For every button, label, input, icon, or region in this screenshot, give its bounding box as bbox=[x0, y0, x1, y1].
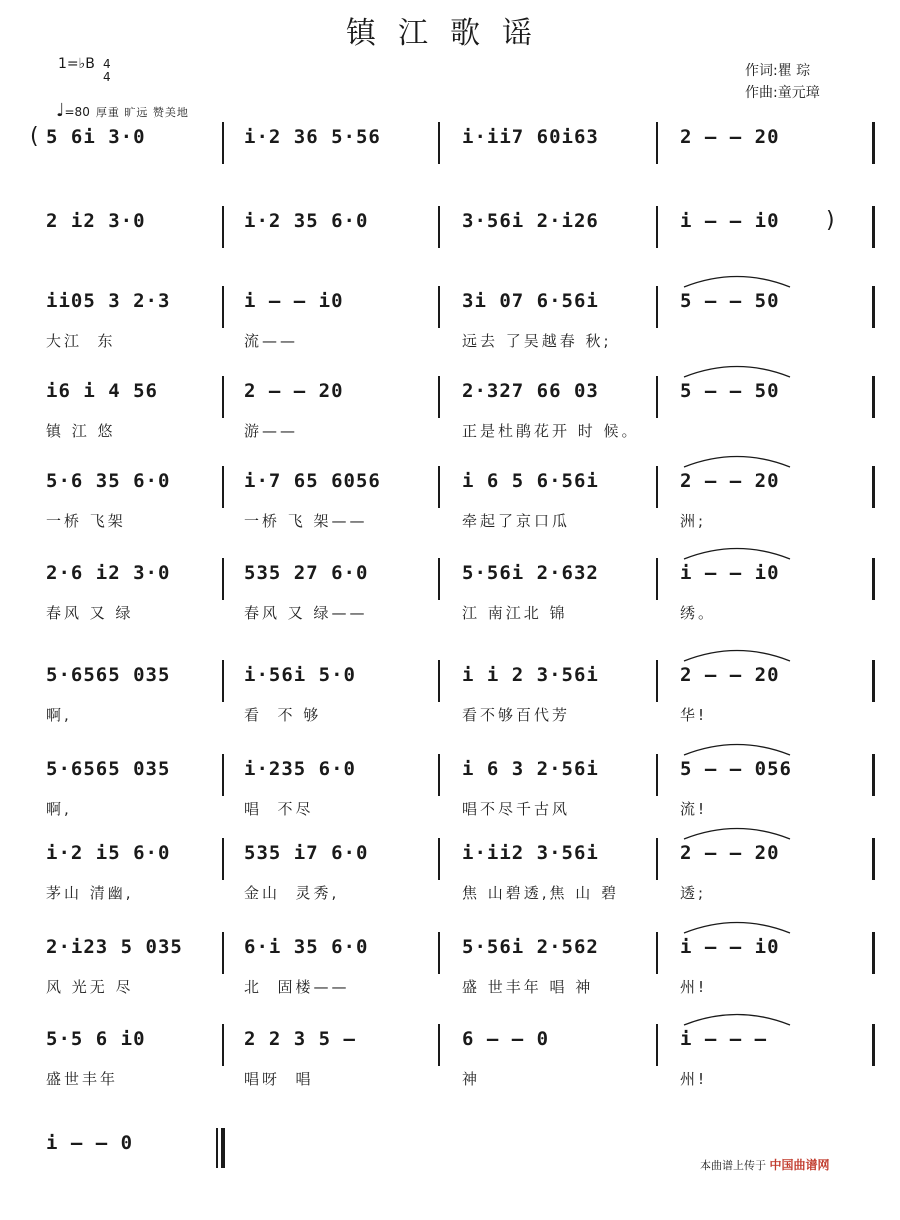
measure-notation: i·ii2 3·56i bbox=[462, 842, 599, 864]
barline bbox=[872, 838, 875, 880]
slur-arc bbox=[682, 740, 792, 756]
time-signature-bottom: 4 bbox=[103, 70, 111, 84]
score-row bbox=[0, 122, 900, 214]
composer-credit: 作曲:童元璋 bbox=[745, 85, 820, 101]
barline bbox=[872, 932, 875, 974]
barline bbox=[656, 206, 658, 248]
barline bbox=[222, 660, 224, 702]
site-logo: 中国曲谱网 bbox=[769, 1158, 830, 1172]
measure-notation: 3·56i 2·i26 bbox=[462, 210, 599, 232]
lyric-line: 牵起了京口瓜 bbox=[462, 512, 571, 530]
barline bbox=[222, 466, 224, 508]
lyric-line: 茅山 清幽, bbox=[46, 884, 134, 902]
measure-notation: 5·5 6 i0 bbox=[46, 1028, 146, 1050]
measure-notation: 5 – – 50 bbox=[680, 290, 780, 312]
barline bbox=[222, 122, 224, 164]
barline bbox=[872, 466, 875, 508]
score-row bbox=[0, 838, 900, 930]
measure-notation: i·2 36 5·56 bbox=[244, 126, 381, 148]
measure-notation: i 6 5 6·56i bbox=[462, 470, 599, 492]
barline bbox=[656, 838, 658, 880]
measure-notation: 5·6565 035 bbox=[46, 664, 171, 686]
barline bbox=[872, 754, 875, 796]
measure-notation: 6·i 35 6·0 bbox=[244, 936, 369, 958]
slur-arc bbox=[682, 918, 792, 934]
barline bbox=[438, 660, 440, 702]
measure-notation: 2 – – 20 bbox=[680, 126, 780, 148]
barline bbox=[222, 376, 224, 418]
lyric-line: 一桥 飞架 bbox=[46, 512, 126, 530]
ending-row bbox=[0, 1128, 900, 1220]
lyric-line: 春风 又 绿—— bbox=[244, 604, 368, 622]
measure-notation: 535 27 6·0 bbox=[244, 562, 369, 584]
slur-arc bbox=[682, 824, 792, 840]
time-signature-top: 4 bbox=[103, 57, 111, 71]
barline bbox=[222, 838, 224, 880]
barline bbox=[438, 206, 440, 248]
key-signature: 1=♭B bbox=[58, 56, 95, 72]
lyric-line: 北 固楼—— bbox=[244, 978, 350, 996]
slur-arc bbox=[682, 1010, 792, 1026]
measure-notation: 5 – – 056 bbox=[680, 758, 792, 780]
final-barline bbox=[216, 1128, 218, 1168]
barline bbox=[438, 932, 440, 974]
measure-notation: i·235 6·0 bbox=[244, 758, 356, 780]
lyric-line: 啊, bbox=[46, 706, 72, 724]
barline bbox=[656, 754, 658, 796]
barline bbox=[656, 660, 658, 702]
slur-arc bbox=[682, 272, 792, 288]
measure-notation: i·7 65 6056 bbox=[244, 470, 381, 492]
lyric-line: 啊, bbox=[46, 800, 72, 818]
barline bbox=[438, 376, 440, 418]
song-title: 镇江歌谣 bbox=[346, 16, 554, 51]
lyric-line: 一桥 飞 架—— bbox=[244, 512, 368, 530]
barline bbox=[872, 286, 875, 328]
lyric-line: 看不够百代芳 bbox=[462, 706, 571, 724]
measure-notation: 2 i2 3·0 bbox=[46, 210, 146, 232]
barline bbox=[222, 932, 224, 974]
slur-arc bbox=[682, 452, 792, 468]
barline bbox=[656, 376, 658, 418]
measure-notation: i6 i 4 56 bbox=[46, 380, 158, 402]
lyric-line: 流—— bbox=[244, 332, 299, 350]
measure-notation: 5·56i 2·562 bbox=[462, 936, 599, 958]
repeat-open-paren: ( bbox=[30, 124, 39, 149]
lyric-line: 游—— bbox=[244, 422, 299, 440]
barline bbox=[438, 466, 440, 508]
measure-notation: 6 – – 0 bbox=[462, 1028, 550, 1050]
tempo-bpm: =80 bbox=[64, 105, 90, 119]
barline bbox=[222, 558, 224, 600]
measure-notation: 2 – – 20 bbox=[680, 842, 780, 864]
ending-measure: i – – 0 bbox=[46, 1132, 134, 1154]
measure-notation: i 6 3 2·56i bbox=[462, 758, 599, 780]
barline bbox=[656, 558, 658, 600]
lyric-line: 远去 了吴越春 秋; bbox=[462, 332, 612, 350]
lyric-line: 金山 灵秀, bbox=[244, 884, 340, 902]
lyric-line: 流! bbox=[680, 800, 708, 818]
barline bbox=[438, 838, 440, 880]
lyricist-credit: 作词:瞿 琮 bbox=[745, 63, 811, 79]
barline bbox=[656, 932, 658, 974]
lyric-line: 透; bbox=[680, 884, 707, 902]
measure-notation: i·ii7 60i63 bbox=[462, 126, 599, 148]
measure-notation: i – – i0 bbox=[680, 210, 780, 232]
measure-notation: i – – – bbox=[680, 1028, 768, 1050]
repeat-close-paren: ) bbox=[826, 208, 835, 233]
slur-arc bbox=[682, 362, 792, 378]
quarter-note-icon: ♩ bbox=[56, 100, 65, 121]
final-barline-thick bbox=[221, 1128, 225, 1168]
barline bbox=[438, 1024, 440, 1066]
lyric-line: 州! bbox=[680, 1070, 708, 1088]
lyric-line: 州! bbox=[680, 978, 708, 996]
measure-notation: 5·6565 035 bbox=[46, 758, 171, 780]
measure-notation: 2 – – 20 bbox=[680, 664, 780, 686]
measure-notation: 5·56i 2·632 bbox=[462, 562, 599, 584]
score-row bbox=[0, 660, 900, 752]
measure-notation: i – – i0 bbox=[680, 562, 780, 584]
measure-notation: 2·i23 5 035 bbox=[46, 936, 183, 958]
lyric-line: 绣。 bbox=[680, 604, 717, 622]
barline bbox=[872, 660, 875, 702]
measure-notation: i – – i0 bbox=[244, 290, 344, 312]
barline bbox=[872, 206, 875, 248]
barline bbox=[438, 286, 440, 328]
barline bbox=[438, 754, 440, 796]
barline bbox=[656, 122, 658, 164]
measure-notation: i – – i0 bbox=[680, 936, 780, 958]
tempo-marking bbox=[56, 100, 189, 121]
measure-notation: i·56i 5·0 bbox=[244, 664, 356, 686]
barline bbox=[222, 754, 224, 796]
measure-notation: 2 – – 20 bbox=[244, 380, 344, 402]
measure-notation: 2 2 3 5 – bbox=[244, 1028, 356, 1050]
barline bbox=[656, 286, 658, 328]
measure-notation: 2 – – 20 bbox=[680, 470, 780, 492]
footer-credit bbox=[700, 1156, 830, 1173]
measure-notation: 5 6i 3·0 bbox=[46, 126, 146, 148]
footer-text: 本曲谱上传于 bbox=[700, 1159, 766, 1172]
barline bbox=[222, 1024, 224, 1066]
score-row bbox=[0, 1024, 900, 1116]
measure-notation: ii05 3 2·3 bbox=[46, 290, 171, 312]
lyric-line: 焦 山碧透,焦 山 碧 bbox=[462, 884, 620, 902]
lyric-line: 盛世丰年 bbox=[46, 1070, 119, 1088]
barline bbox=[656, 466, 658, 508]
barline bbox=[872, 122, 875, 164]
lyric-line: 风 光无 尽 bbox=[46, 978, 134, 996]
score-row bbox=[0, 558, 900, 650]
lyric-line: 唱不尽千古风 bbox=[462, 800, 571, 818]
measure-notation: 535 i7 6·0 bbox=[244, 842, 369, 864]
measure-notation: 3i 07 6·56i bbox=[462, 290, 599, 312]
barline bbox=[872, 558, 875, 600]
measure-notation: 2·327 66 03 bbox=[462, 380, 599, 402]
lyric-line: 唱呀 唱 bbox=[244, 1070, 314, 1088]
time-signature bbox=[103, 58, 111, 84]
lyric-line: 正是杜鹃花开 时 候。 bbox=[462, 422, 640, 440]
lyric-line: 华! bbox=[680, 706, 708, 724]
slur-arc bbox=[682, 544, 792, 560]
lyric-line: 盛 世丰年 唱 神 bbox=[462, 978, 594, 996]
barline bbox=[656, 1024, 658, 1066]
lyric-line: 神 bbox=[462, 1070, 481, 1088]
barline bbox=[872, 1024, 875, 1066]
measure-notation: i i 2 3·56i bbox=[462, 664, 599, 686]
measure-notation: 5·6 35 6·0 bbox=[46, 470, 171, 492]
lyric-line: 春风 又 绿 bbox=[46, 604, 134, 622]
barline bbox=[872, 376, 875, 418]
lyric-line: 大江 东 bbox=[46, 332, 116, 350]
expression-direction: 厚重 旷远 赞美地 bbox=[95, 106, 189, 119]
lyric-line: 镇 江 悠 bbox=[46, 422, 116, 440]
measure-notation: 2·6 i2 3·0 bbox=[46, 562, 171, 584]
barline bbox=[222, 286, 224, 328]
measure-notation: i·2 35 6·0 bbox=[244, 210, 369, 232]
slur-arc bbox=[682, 646, 792, 662]
lyric-line: 看 不 够 bbox=[244, 706, 322, 724]
measure-notation: i·2 i5 6·0 bbox=[46, 842, 171, 864]
lyric-line: 唱 不尽 bbox=[244, 800, 314, 818]
lyric-line: 江 南江北 锦 bbox=[462, 604, 568, 622]
barline bbox=[222, 206, 224, 248]
barline bbox=[438, 558, 440, 600]
lyric-line: 洲; bbox=[680, 512, 707, 530]
measure-notation: 5 – – 50 bbox=[680, 380, 780, 402]
barline bbox=[438, 122, 440, 164]
